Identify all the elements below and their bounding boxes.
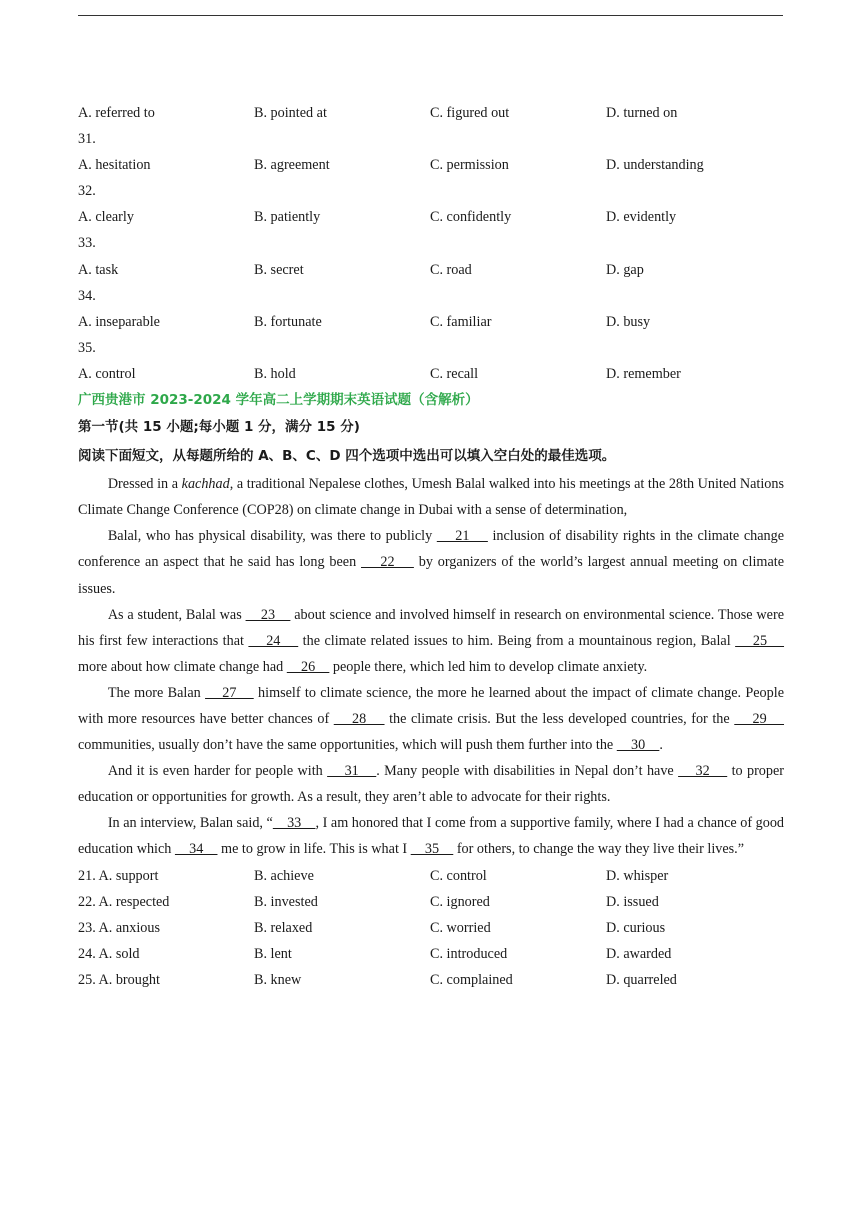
question-number: 34. <box>78 287 96 304</box>
option-c: C. confidently <box>430 209 512 226</box>
option-d: D. gap <box>606 261 644 278</box>
option-row <box>78 863 784 889</box>
passage-paragraph-4 <box>78 680 784 758</box>
option-c: C. permission <box>430 157 509 174</box>
blank-29: 29 <box>734 710 785 727</box>
option-b: B. fortunate <box>254 313 322 330</box>
blank-26: 26 <box>286 658 330 675</box>
blank-21: 21 <box>436 528 488 545</box>
blank-27: 27 <box>205 684 254 701</box>
option-row <box>78 889 784 915</box>
instruction-text: 阅读下面短文，从每题所给的 A、B、C、D 四个选项中选出可以填入空白处的最佳选项。 <box>78 448 616 465</box>
option-c: C. familiar <box>430 313 492 330</box>
option-b: B. agreement <box>254 157 330 174</box>
option-row <box>78 257 784 283</box>
option-c: C. control <box>430 867 487 884</box>
blank-30: 30 <box>616 737 660 754</box>
option-b: B. invested <box>254 893 318 910</box>
text: about science and involved himself in research on environmental science. Those were his first few interactions that <box>78 606 784 649</box>
option-row <box>78 915 784 941</box>
option-a: A. control <box>78 365 136 382</box>
text: And it is even harder for people with <box>107 763 328 780</box>
option-b: B. hold <box>254 365 296 382</box>
option-d: D. quarreled <box>606 971 677 988</box>
option-row <box>78 204 784 230</box>
passage-paragraph-6 <box>78 810 784 862</box>
text: communities, usually don’t have the same opportunities, which will push them further into the <box>78 737 617 754</box>
option-d: D. remember <box>606 365 681 382</box>
text: As a student, Balal was <box>107 606 246 623</box>
text: to proper education or opportunities for growth. As a result, they aren’t able to advocate for their rights. <box>78 763 785 806</box>
blank-33: 33 <box>272 815 316 832</box>
header-rule <box>78 15 783 16</box>
option-d: D. awarded <box>606 945 672 962</box>
option-a: 21. A. support <box>78 867 159 884</box>
text: Balal, who has physical disability, was there to publicly <box>107 528 437 545</box>
option-row <box>78 152 784 178</box>
text: inclusion of disability rights in the climate change conference an aspect that he said has long been <box>78 528 784 571</box>
text: , a traditional Nepalese clothes, Umesh Balal walked into his meetings at the 28th United Nations Climate Change Conference (COP28) on climate change in Dubai with a sense of determination, <box>78 476 784 519</box>
option-b: B. lent <box>254 945 292 962</box>
option-row <box>78 100 784 126</box>
blank-28: 28 <box>333 710 385 727</box>
option-a: A. hesitation <box>78 157 151 174</box>
text: The more Balan <box>107 684 206 701</box>
option-row <box>78 941 784 967</box>
text: by organizers of the world’s largest annual meeting on climate issues. <box>78 554 784 597</box>
blank-32: 32 <box>678 763 728 780</box>
option-d: D. busy <box>606 313 651 330</box>
text: , I am honored that I come from a supportive family, where I had a chance of good education which <box>78 815 785 858</box>
option-a: 24. A. sold <box>78 945 140 962</box>
option-a: 25. A. brought <box>78 971 160 988</box>
blank-22: 22 <box>361 554 414 571</box>
option-b: B. knew <box>254 971 302 988</box>
text: In an interview, Balan said, “ <box>107 815 273 832</box>
option-a: 22. A. respected <box>78 893 170 910</box>
passage-paragraph-2 <box>78 523 784 601</box>
option-b: B. relaxed <box>254 919 313 936</box>
source-title: 广西贵港市 2023-2024 学年高二上学期期末英语试题（含解析） <box>78 392 479 409</box>
passage-paragraph-5 <box>78 758 784 810</box>
option-c: C. figured out <box>430 105 510 121</box>
blank-34: 34 <box>174 841 218 858</box>
blank-25: 25 <box>735 632 785 649</box>
option-b: B. patiently <box>254 209 321 226</box>
text: for others, to change the way they live their lives.” <box>453 841 745 858</box>
option-c: C. road <box>430 261 472 278</box>
blank-35: 35 <box>410 841 454 858</box>
question-number: 33. <box>78 235 96 252</box>
text: the climate related issues to him. Being from a mountainous region, Balal <box>298 632 736 649</box>
text: . <box>659 737 663 754</box>
text: . Many people with disabilities in Nepal don’t have <box>376 763 679 780</box>
option-a: A. task <box>78 261 119 278</box>
question-number: 32. <box>78 183 96 200</box>
text: me to grow in life. This is what I <box>217 841 411 858</box>
option-a: A. referred to <box>78 105 155 121</box>
option-d: D. evidently <box>606 209 677 226</box>
blank-24: 24 <box>248 632 299 649</box>
option-c: C. worried <box>430 919 491 936</box>
text: people there, which led him to develop climate anxiety. <box>329 658 648 675</box>
option-a: A. clearly <box>78 209 134 226</box>
option-d: D. issued <box>606 893 659 910</box>
option-d: D. whisper <box>606 867 669 884</box>
option-d: D. understanding <box>606 157 704 174</box>
option-c: C. recall <box>430 365 479 382</box>
option-d: D. curious <box>606 919 666 936</box>
section-heading: 第一节(共 15 小题;每小题 1 分，满分 15 分) <box>78 419 360 436</box>
text: himself to climate science, the more he learned about the impact of climate change. People with more resources have better chances of <box>78 684 784 727</box>
option-row <box>78 309 784 335</box>
blank-31: 31 <box>327 763 377 780</box>
option-b: B. secret <box>254 261 304 278</box>
option-b: B. achieve <box>254 867 314 884</box>
option-b: B. pointed at <box>254 105 327 121</box>
text: the climate crisis. But the less developed countries, for the <box>384 710 735 727</box>
option-row <box>78 361 784 387</box>
option-a: A. inseparable <box>78 313 160 330</box>
option-d: D. turned on <box>606 105 678 121</box>
option-row <box>78 967 784 993</box>
question-number: 35. <box>78 339 96 356</box>
option-c: C. complained <box>430 971 513 988</box>
passage-paragraph-3 <box>78 602 784 680</box>
option-c: C. ignored <box>430 893 490 910</box>
blank-23: 23 <box>245 606 291 623</box>
page-content <box>78 100 784 993</box>
passage-paragraph-1 <box>78 471 784 523</box>
text: more about how climate change had <box>78 658 287 675</box>
question-number: 31. <box>78 131 96 148</box>
option-c: C. introduced <box>430 945 508 962</box>
italic-term: kachhad <box>181 476 230 493</box>
option-a: 23. A. anxious <box>78 919 160 936</box>
text: Dressed in a <box>107 476 182 493</box>
